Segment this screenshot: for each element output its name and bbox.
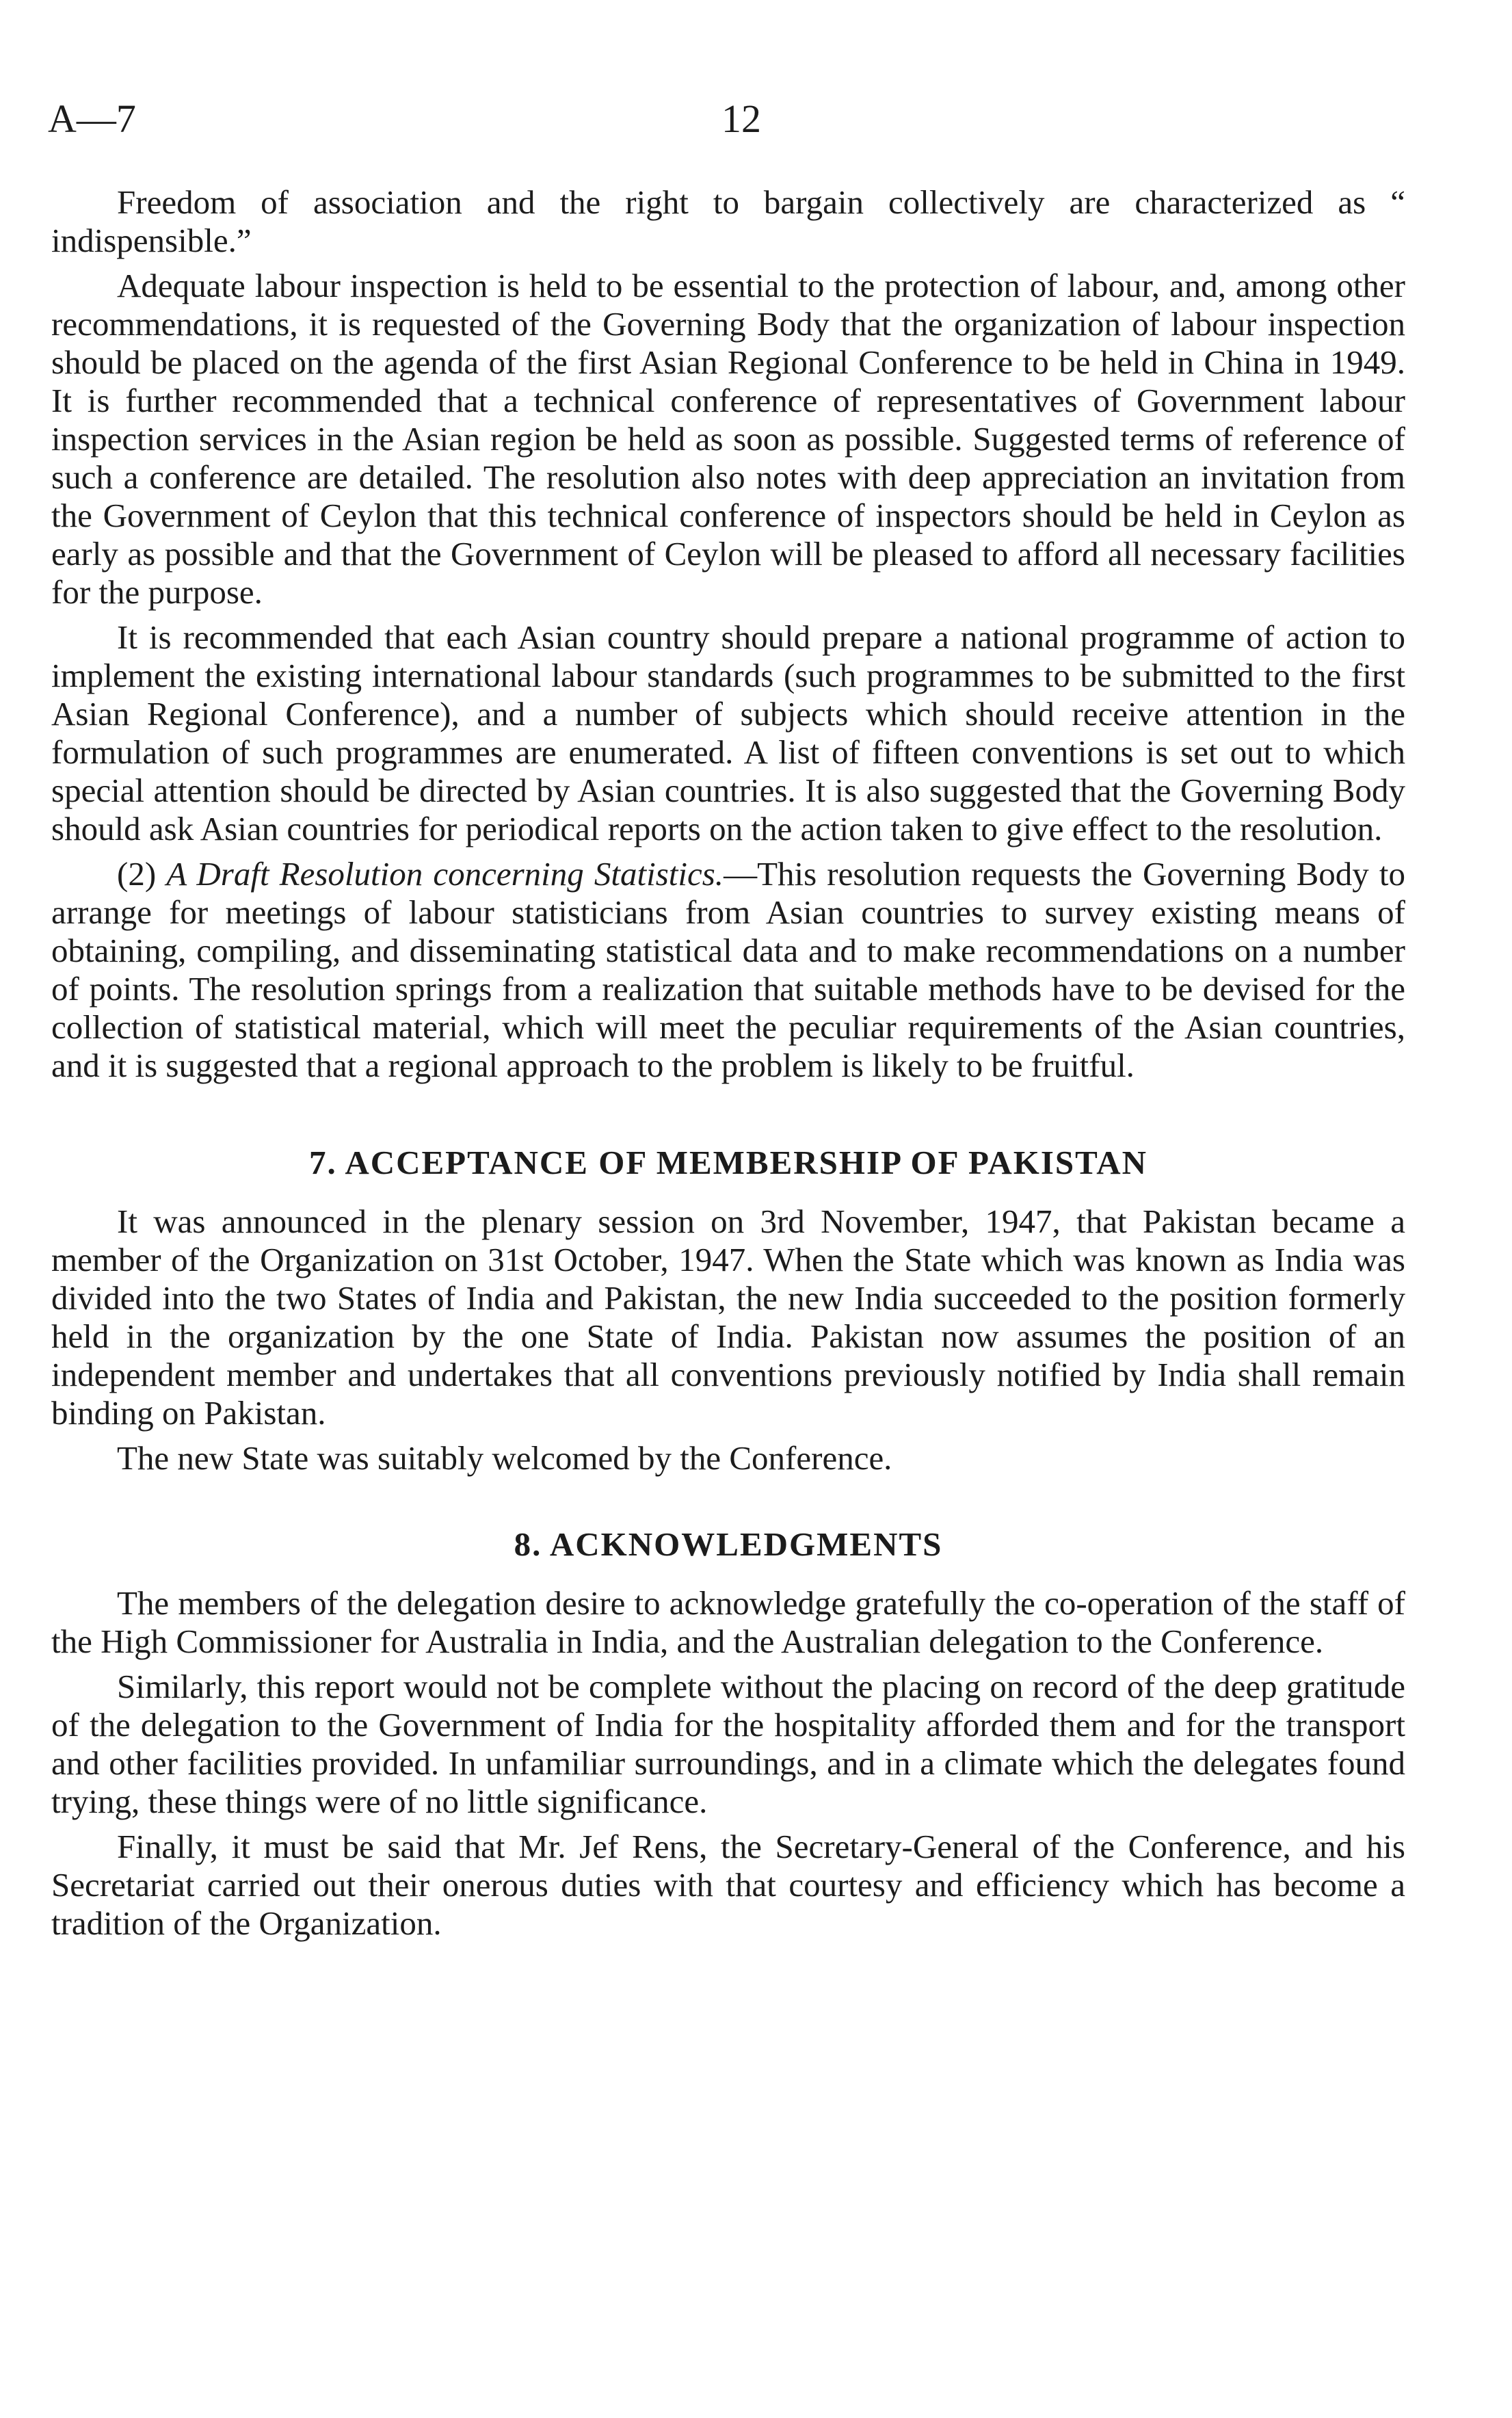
paragraph-freedom-of-association: Freedom of association and the right to bargain collectively are characterized as “ indispensible.” <box>51 183 1405 259</box>
item-number: (2) <box>117 855 167 893</box>
paragraph-secretary-general: Finally, it must be said that Mr. Jef Rens, the Secretary-General of the Conference, and his Secretariat carried out their onerous duties with that courtesy and efficiency which has become a tradition of the Organization. <box>51 1828 1405 1942</box>
page-content <box>51 183 1405 1949</box>
page-number: 12 <box>721 96 761 141</box>
paragraph-pakistan-welcome: The new State was suitably welcomed by the Conference. <box>117 1439 892 1477</box>
paragraph-labour-inspection: Adequate labour inspection is held to be essential to the protection of labour, and, among other recommendations, it is requested of the Governing Body that the organization of labour inspection should be placed on the agenda of the first Asian Regional Conference to be held in China in 1949. It is further recommended that a technical conference of representatives of Government labour inspection services in the Asian region be held as soon as possible. Suggested terms of reference of such a conference are detailed. The resolution also notes with deep appreciation an invitation from the Government of Ceylon that this technical conference of inspectors should be held in Ceylon as early as possible and that the Government of Ceylon will be pleased to afford all necessary facilities for the purpose. <box>51 267 1405 611</box>
section-heading-pakistan: 7. ACCEPTANCE OF MEMBERSHIP OF PAKISTAN <box>309 1144 1148 1181</box>
document-reference: A—7 <box>48 96 136 141</box>
resolution-title: A Draft Resolution concerning Statistics. <box>166 855 724 893</box>
paragraph-national-programme: It is recommended that each Asian country should prepare a national programme of action to implement the existing international labour standards (such programmes to be submitted to the first Asian Regional Conference), and a number of subjects which should receive attention in the formulation of such programmes are enumerated. A list of fifteen conventions is set out to which special attention should be directed by Asian countries. It is also suggested that the Governing Body should ask Asian countries for periodical reports on the action taken to give effect to the resolution. <box>51 618 1405 847</box>
paragraph-statistics-resolution <box>51 855 1405 1085</box>
page-header <box>41 96 1443 150</box>
paragraph-gratitude-india: Similarly, this report would not be complete without the placing on record of the deep gratitude of the delegation to the Government of India for the hospitality afforded them and for the transport and other facilities provided. In unfamiliar surroundings, and in a climate which the delegates found trying, these things were of no little significance. <box>51 1668 1405 1820</box>
paragraph-acknowledge-staff: The members of the delegation desire to acknowledge gratefully the co-operation of the staff of the High Commissioner for Australia in India, and the Australian delegation to the Conference. <box>51 1584 1405 1660</box>
resolution-text: —This resolution requests the Governing Body to arrange for meetings of labour statisticians from Asian countries to survey existing means of obtaining, compiling, and disseminating statistical data and to make recommendations on a number of points. The resolution springs from a realization that suitable methods have to be devised for the collection of statistical material, which will meet the peculiar requirements of the Asian countries, and it is suggested that a regional approach to the problem is likely to be fruitful. <box>51 855 1405 1084</box>
paragraph-pakistan-membership: It was announced in the plenary session on 3rd November, 1947, that Pakistan became a member of the Organization on 31st October, 1947. When the State which was known as India was divided into the two States of India and Pakistan, the new India succeeded to the position formerly held in the organization by the one State of India. Pakistan now assumes the position of an independent member and undertakes that all conventions previously notified by India shall remain binding on Pakistan. <box>51 1203 1405 1432</box>
section-heading-acknowledgments: 8. ACKNOWLEDGMENTS <box>514 1525 943 1563</box>
